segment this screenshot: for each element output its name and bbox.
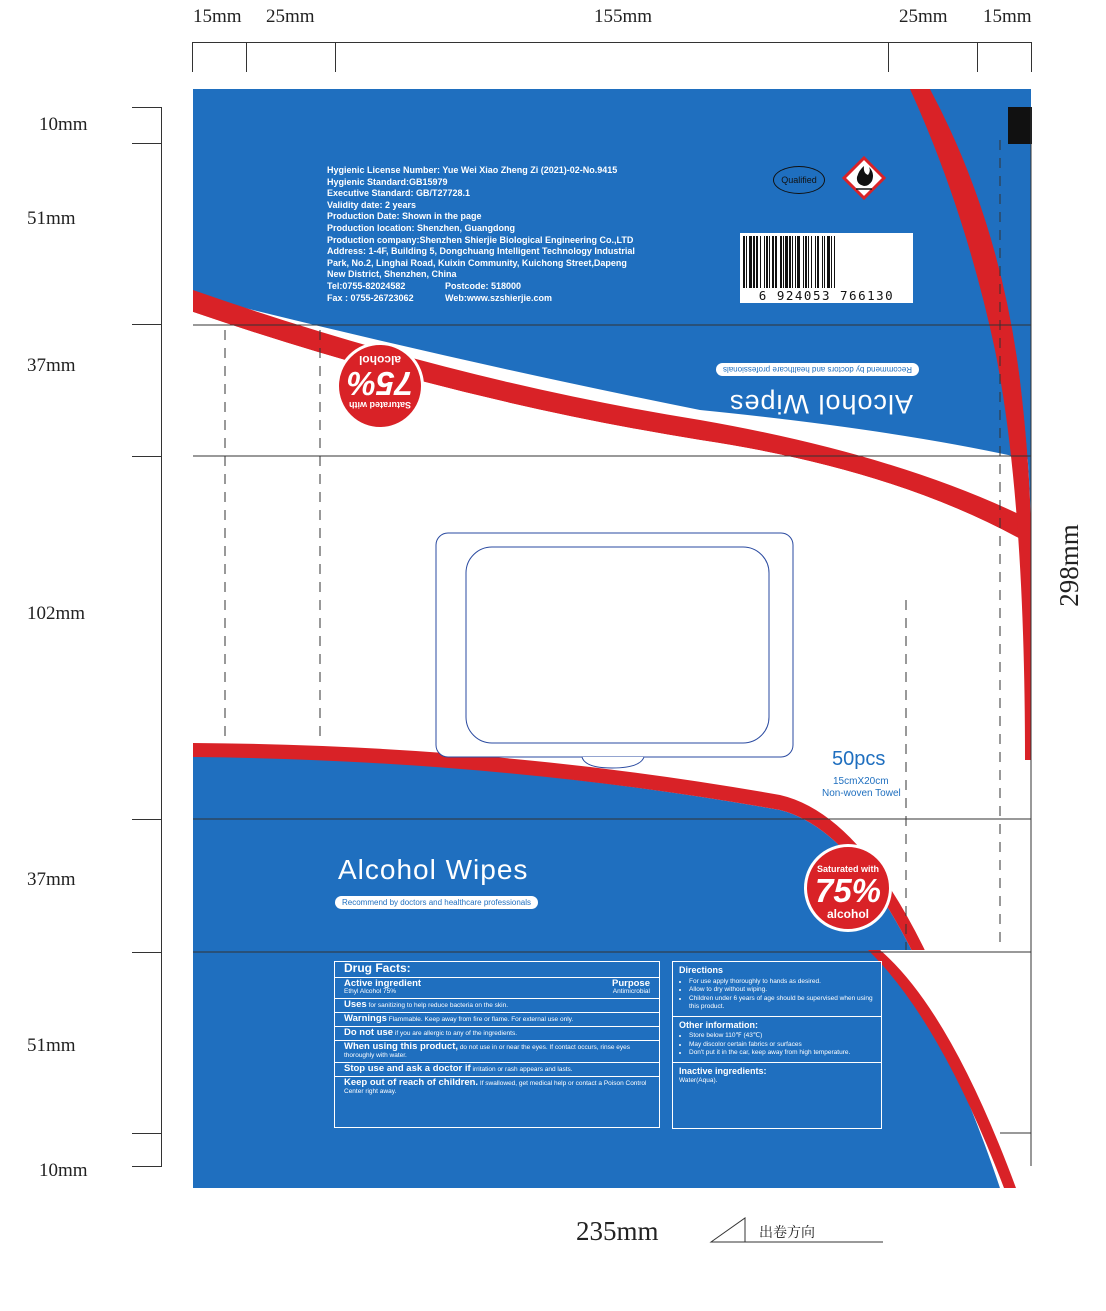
left-tick-1 [132, 107, 162, 108]
info-standard: Hygienic Standard:GB15979 [327, 176, 448, 187]
active-value: Ethyl Alcohol 75% [344, 988, 397, 995]
purpose-label: Purpose [611, 978, 650, 989]
title-upside-down: Alcohol Wipes [728, 389, 914, 419]
info-address-3: New District, Shenzhen, China [327, 269, 457, 280]
alcohol-badge-upside-down [336, 342, 424, 430]
top-ruler-line [192, 42, 1032, 43]
badge-up-bottom: alcohol [359, 353, 402, 367]
left-ruler-line [161, 107, 162, 1166]
directions-section: Directions • For use apply thoroughly to hands as desired. • Allow to dry without wiping. • Children under 6 years of age should be supervised when using this product. [673, 962, 881, 1017]
dim-left-37mm-bottom: 37mm [27, 869, 76, 890]
badge-bottom: alcohol [826, 907, 869, 921]
dim-left-37mm-top: 37mm [27, 355, 76, 376]
top-tick-4 [888, 42, 889, 72]
info-address-1: Address: 1-4F, Building 5, Dongchuang Intelligent Technology Industrial [327, 246, 635, 257]
info-company: Production company:Shenzhen Shierjie Biological Engineering Co.,LTD [327, 234, 634, 245]
left-tick-5 [132, 819, 162, 820]
dim-width-235mm: 235mm [576, 1216, 659, 1246]
info-fax-row [327, 293, 647, 305]
wipe-count: 50pcs [832, 748, 886, 770]
badge-up-pct: 75% [346, 365, 414, 402]
top-tick-1 [192, 42, 193, 72]
left-tick-3 [132, 324, 162, 325]
direction-label: 出卷方向 [759, 1224, 815, 1240]
left-tick-4 [132, 456, 162, 457]
barcode-digits: 6 924053 766130 [758, 288, 895, 303]
info-fax: Fax : 0755-26723062 [327, 292, 414, 303]
dim-top-25mm-right: 25mm [899, 6, 948, 27]
product-info-block [327, 165, 647, 304]
drug-facts-box [334, 961, 660, 1128]
other-info-item: • May discolor certain fabrics or surfaces [689, 1041, 875, 1050]
top-tick-6 [1031, 42, 1032, 72]
tagline-upside-down: Recommend by doctors and healthcare professionals [716, 363, 919, 376]
drug-facts-warnings: Warnings Flammable. Keep away from fire or flame. For external use only. [335, 1013, 659, 1027]
info-address-2: Park, No.2, Linghai Road, Kuixin Community, Kuichong Street,Dapeng [327, 257, 627, 268]
directions-box [672, 961, 882, 1129]
dispenser-inner [466, 547, 769, 743]
top-tick-3 [335, 42, 336, 72]
barcode-bar [835, 236, 837, 288]
dim-top-15mm-right: 15mm [983, 6, 1032, 27]
drug-facts-stopuse: Stop use and ask a doctor if irritation or rash appears and lasts. [335, 1063, 659, 1077]
product-tagline: Recommend by doctors and healthcare professionals [335, 896, 538, 909]
info-web: Web:www.szshierjie.com [445, 292, 553, 303]
dim-height-298mm: 298mm [1053, 524, 1084, 607]
drug-facts-uses: Uses for sanitizing to help reduce bacteria on the skin. [335, 999, 659, 1013]
other-info-item: • Don't put it in the car, keep away from high temperature. [689, 1049, 875, 1058]
info-tel-row [327, 281, 647, 293]
barcode-bars [743, 236, 910, 288]
wipe-size: 15cmX20cm [833, 776, 889, 787]
drug-facts-donotuse: Do not use if you are allergic to any of the ingredients. [335, 1027, 659, 1041]
dim-left-102mm: 102mm [27, 603, 86, 624]
dim-left-51mm-top: 51mm [27, 208, 76, 229]
badge-pct: 75% [814, 872, 882, 909]
dim-left-51mm-bottom: 51mm [27, 1035, 76, 1056]
badge-up-top: Saturated with [349, 400, 412, 410]
dim-top-15mm-left: 15mm [193, 6, 242, 27]
top-tick-2 [246, 42, 247, 72]
drug-facts-active [335, 978, 659, 999]
left-tick-2 [132, 143, 162, 144]
black-marker [1008, 107, 1032, 144]
barcode [740, 233, 913, 303]
dim-left-10mm-top: 10mm [39, 114, 88, 135]
left-tick-7 [132, 1133, 162, 1134]
qualified-mark: Qualified [773, 166, 825, 194]
drug-facts-whenusing: When using this product, do not use in or near the eyes. If contact occurs, rinse eyes thoroughly with water. [335, 1041, 659, 1063]
wipe-material: Non-woven Towel [822, 788, 901, 799]
other-info-section: Other information: • Store below 110℉ (43℃) • May discolor certain fabrics or surfaces • Don't put it in the car, keep away from high temperature. [673, 1017, 881, 1063]
info-tel: Tel:0755-82024582 [327, 280, 406, 291]
info-license: Hygienic License Number: Yue Wei Xiao Zheng Zi (2021)-02-No.9415 [327, 165, 618, 175]
inactive-section: Inactive ingredients: Water(Aqua). [673, 1063, 881, 1090]
dim-top-155mm: 155mm [594, 6, 653, 27]
alcohol-badge [804, 844, 892, 932]
info-postcode: Postcode: 518000 [445, 280, 522, 291]
direction-item: • For use apply thoroughly to hands as desired. [689, 978, 875, 987]
active-label: Active ingredient [344, 978, 422, 989]
purpose-value: Antimicrobial [612, 988, 650, 995]
info-production-date: Production Date: Shown in the page [327, 211, 482, 222]
drug-facts-keepout: Keep out of reach of children. If swallowed, get medical help or contact a Poison Control Center right away. [344, 1077, 647, 1095]
inactive-text: Water(Aqua). [679, 1077, 718, 1084]
drug-facts-header: Drug Facts: [335, 962, 659, 978]
top-tick-5 [977, 42, 978, 72]
left-tick-6 [132, 952, 162, 953]
info-production-location: Production location: Shenzhen, Guangdong [327, 222, 515, 233]
info-validity: Validity date: 2 years [327, 199, 417, 210]
white-top-notch [975, 89, 1008, 107]
dim-left-10mm-bottom: 10mm [39, 1160, 88, 1181]
dim-top-25mm-left: 25mm [266, 6, 315, 27]
direction-item: • Children under 6 years of age should be supervised when using this product. [689, 995, 875, 1012]
product-title: Alcohol Wipes [338, 854, 529, 885]
badge-top: Saturated with [816, 864, 879, 874]
info-executive: Executive Standard: GB/T27728.1 [327, 188, 471, 199]
direction-item: • Allow to dry without wiping. [689, 986, 875, 995]
left-tick-8 [132, 1166, 162, 1167]
other-info-item: • Store below 110℉ (43℃) [689, 1032, 875, 1041]
